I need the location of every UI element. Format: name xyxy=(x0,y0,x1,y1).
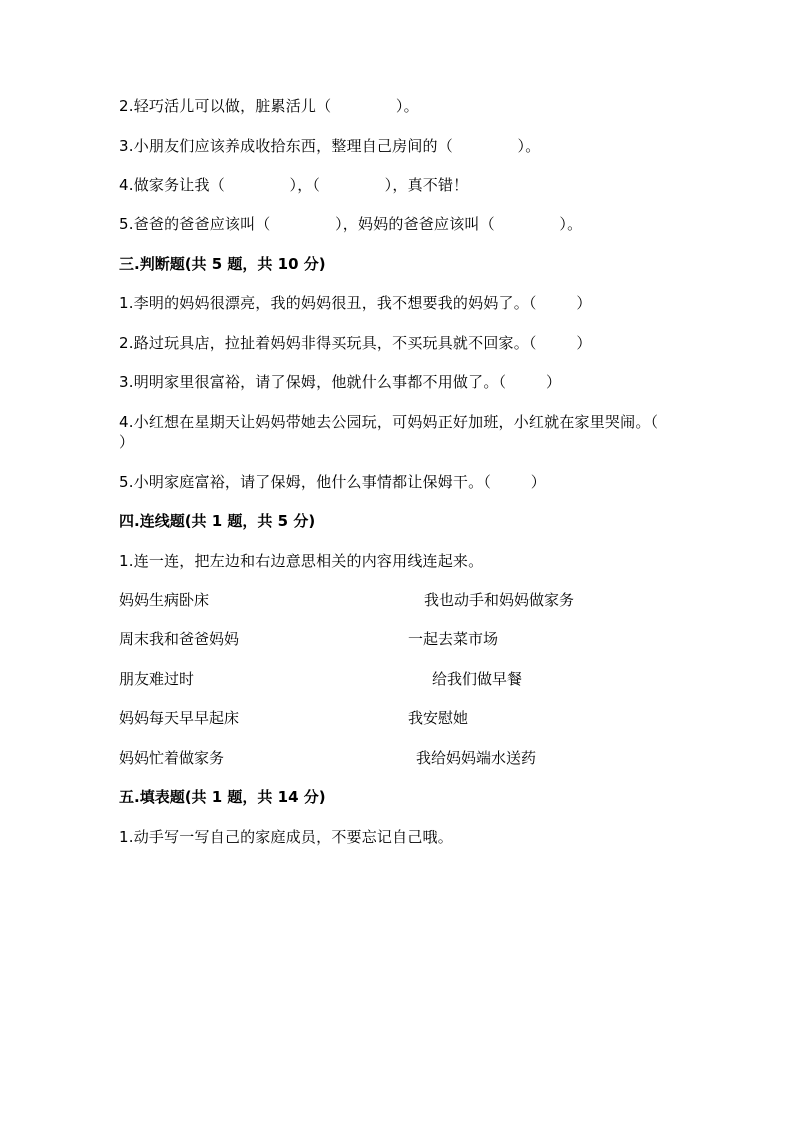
match-left-item: 朋友难过时 xyxy=(119,670,195,688)
match-right-item: 我也动手和妈妈做家务 xyxy=(424,591,575,609)
section-5-title: 五.填表题(共 1 题，共 14 分) xyxy=(119,788,326,806)
match-right-item: 给我们做早餐 xyxy=(432,670,523,688)
judge-question-4: 4.小红想在星期天让妈妈带她去公园玩，可妈妈正好加班，小红就在家里哭闹。（ ） xyxy=(119,413,698,451)
match-right-item: 一起去菜市场 xyxy=(408,630,499,648)
match-question-1: 1.连一连，把左边和右边意思相关的内容用线连起来。 xyxy=(119,552,484,570)
fill-question-4: 4.做家务让我（ ），（ ），真不错！ xyxy=(119,176,469,194)
judge-question-1: 1.李明的妈妈很漂亮，我的妈妈很丑，我不想要我的妈妈了。（ ） xyxy=(119,294,592,312)
judge-question-3: 3.明明家里很富裕，请了保姆，他就什么事都不用做了。（ ） xyxy=(119,373,562,391)
match-left-item: 妈妈每天早早起床 xyxy=(119,709,240,727)
judge-question-5: 5.小明家庭富裕，请了保姆，他什么事情都让保姆干。（ ） xyxy=(119,473,546,491)
section-4-title: 四.连线题(共 1 题，共 5 分) xyxy=(119,512,316,530)
table-question-1: 1.动手写一写自己的家庭成员，不要忘记自己哦。 xyxy=(119,828,453,846)
match-left-item: 妈妈忙着做家务 xyxy=(119,749,225,767)
match-left-item: 周末我和爸爸妈妈 xyxy=(119,630,240,648)
match-left-item: 妈妈生病卧床 xyxy=(119,591,210,609)
section-3-title: 三.判断题(共 5 题，共 10 分) xyxy=(119,255,326,273)
match-right-item: 我安慰她 xyxy=(408,709,469,727)
match-right-item: 我给妈妈端水送药 xyxy=(416,749,537,767)
fill-question-2: 2.轻巧活儿可以做，脏累活儿（ ）。 xyxy=(119,97,419,115)
judge-question-2: 2.路过玩具店，拉扯着妈妈非得买玩具，不买玩具就不回家。（ ） xyxy=(119,334,592,352)
fill-question-5: 5.爸爸的爸爸应该叫（ ），妈妈的爸爸应该叫（ ）。 xyxy=(119,215,583,233)
fill-question-3: 3.小朋友们应该养成收拾东西，整理自己房间的（ ）。 xyxy=(119,137,541,155)
